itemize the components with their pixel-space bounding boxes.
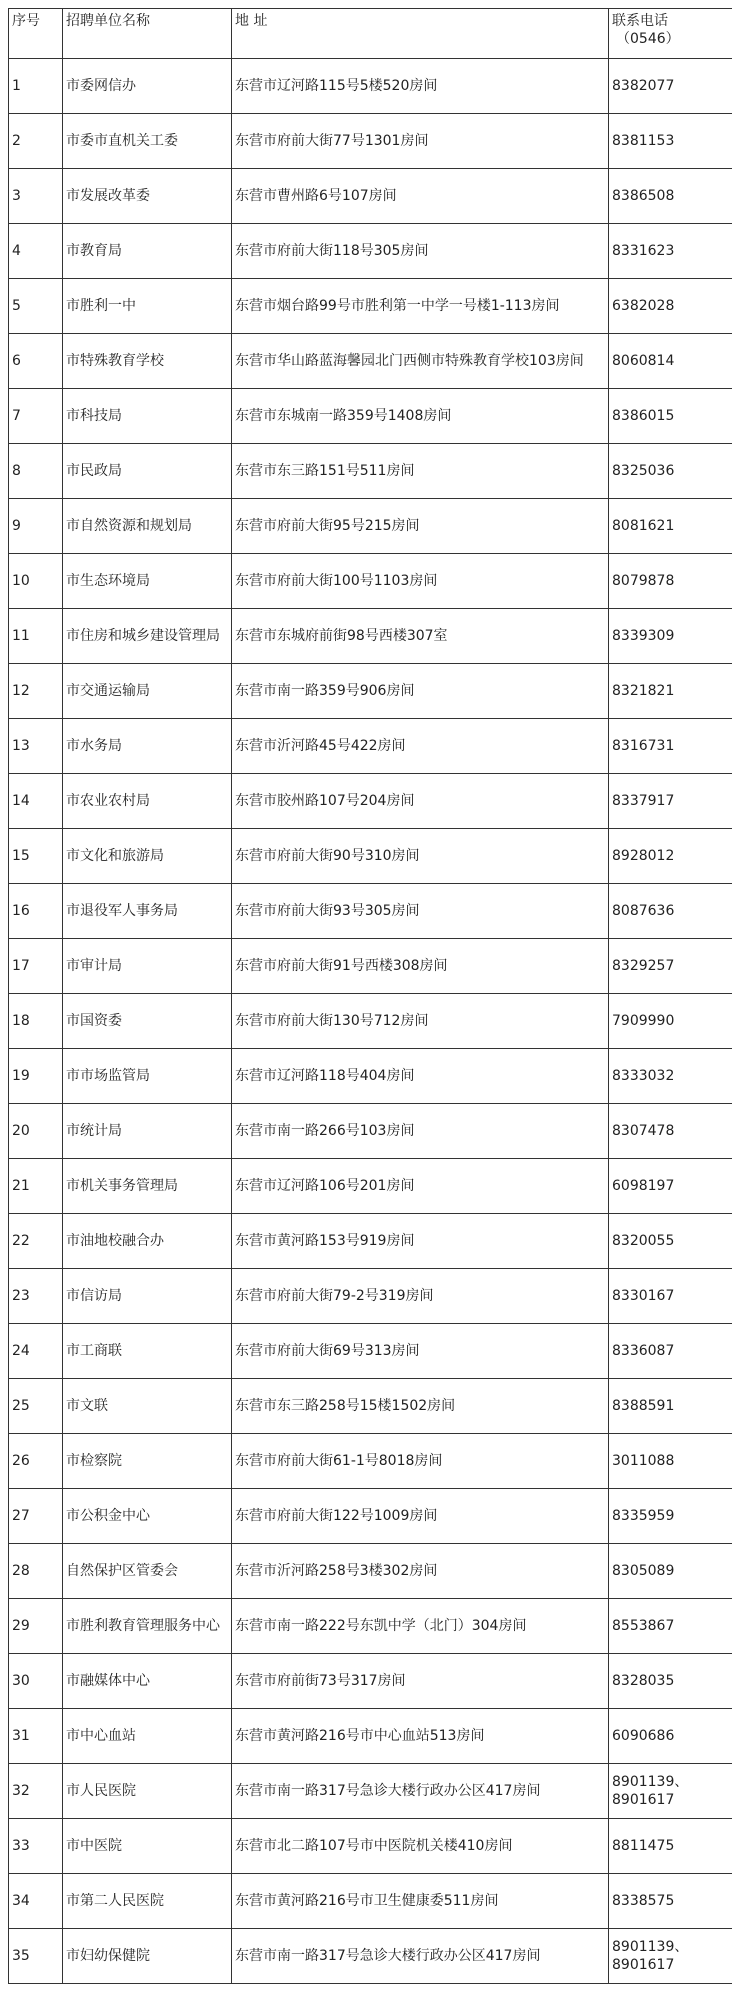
table-row xyxy=(9,389,732,444)
table-row xyxy=(9,114,732,169)
cell-unit-name: 市中医院 xyxy=(63,1819,232,1874)
table-row xyxy=(9,1269,732,1324)
table-row xyxy=(9,334,732,389)
cell-phone: 6098197 xyxy=(609,1159,732,1214)
table-row xyxy=(9,1544,732,1599)
cell-address: 东营市沂河路45号422房间 xyxy=(232,719,609,774)
cell-unit-name: 市农业农村局 xyxy=(63,774,232,829)
table-row xyxy=(9,1764,732,1819)
table-row xyxy=(9,554,732,609)
header-address: 地 址 xyxy=(232,9,609,59)
cell-phone: 8081621 xyxy=(609,499,732,554)
cell-phone: 8811475 xyxy=(609,1819,732,1874)
cell-no: 24 xyxy=(9,1324,63,1379)
cell-address: 东营市府前大街118号305房间 xyxy=(232,224,609,279)
table-row xyxy=(9,939,732,994)
cell-unit-name: 市融媒体中心 xyxy=(63,1654,232,1709)
cell-phone: 8333032 xyxy=(609,1049,732,1104)
cell-address: 东营市烟台路99号市胜利第一中学一号楼1-113房间 xyxy=(232,279,609,334)
cell-address: 东营市府前大街100号1103房间 xyxy=(232,554,609,609)
cell-no: 32 xyxy=(9,1764,63,1819)
cell-address: 东营市辽河路118号404房间 xyxy=(232,1049,609,1104)
cell-no: 33 xyxy=(9,1819,63,1874)
cell-address: 东营市府前大街90号310房间 xyxy=(232,829,609,884)
cell-address: 东营市南一路317号急诊大楼行政办公区417房间 xyxy=(232,1929,609,1984)
contact-table xyxy=(8,8,732,1984)
cell-unit-name: 市机关事务管理局 xyxy=(63,1159,232,1214)
cell-no: 12 xyxy=(9,664,63,719)
cell-no: 8 xyxy=(9,444,63,499)
cell-phone: 8307478 xyxy=(609,1104,732,1159)
cell-address: 东营市南一路266号103房间 xyxy=(232,1104,609,1159)
cell-address: 东营市黄河路216号市中心血站513房间 xyxy=(232,1709,609,1764)
cell-unit-name: 市公积金中心 xyxy=(63,1489,232,1544)
cell-address: 东营市府前大街122号1009房间 xyxy=(232,1489,609,1544)
cell-no: 34 xyxy=(9,1874,63,1929)
table-row xyxy=(9,1819,732,1874)
cell-no: 23 xyxy=(9,1269,63,1324)
table-row xyxy=(9,1049,732,1104)
cell-no: 31 xyxy=(9,1709,63,1764)
cell-unit-name: 市教育局 xyxy=(63,224,232,279)
cell-phone: 8079878 xyxy=(609,554,732,609)
cell-no: 22 xyxy=(9,1214,63,1269)
cell-no: 5 xyxy=(9,279,63,334)
cell-phone: 8386015 xyxy=(609,389,732,444)
cell-phone: 8060814 xyxy=(609,334,732,389)
table-row xyxy=(9,224,732,279)
cell-unit-name: 市市场监管局 xyxy=(63,1049,232,1104)
table-row xyxy=(9,59,732,114)
cell-address: 东营市曹州路6号107房间 xyxy=(232,169,609,224)
cell-no: 14 xyxy=(9,774,63,829)
cell-address: 东营市黄河路153号919房间 xyxy=(232,1214,609,1269)
cell-address: 东营市辽河路115号5楼520房间 xyxy=(232,59,609,114)
cell-unit-name: 市妇幼保健院 xyxy=(63,1929,232,1984)
cell-phone: 8338575 xyxy=(609,1874,732,1929)
header-phone-label: 联系电话 xyxy=(612,13,668,29)
cell-phone: 8330167 xyxy=(609,1269,732,1324)
cell-no: 13 xyxy=(9,719,63,774)
cell-no: 19 xyxy=(9,1049,63,1104)
cell-address: 东营市华山路蓝海馨园北门西侧市特殊教育学校103房间 xyxy=(232,334,609,389)
cell-unit-name: 市发展改革委 xyxy=(63,169,232,224)
cell-unit-name: 市统计局 xyxy=(63,1104,232,1159)
table-row xyxy=(9,1489,732,1544)
cell-phone: 8325036 xyxy=(609,444,732,499)
cell-unit-name: 市退役军人事务局 xyxy=(63,884,232,939)
cell-address: 东营市胶州路107号204房间 xyxy=(232,774,609,829)
cell-no: 26 xyxy=(9,1434,63,1489)
cell-unit-name: 市人民医院 xyxy=(63,1764,232,1819)
table-row xyxy=(9,1929,732,1984)
cell-no: 10 xyxy=(9,554,63,609)
cell-unit-name: 市科技局 xyxy=(63,389,232,444)
cell-unit-name: 市文联 xyxy=(63,1379,232,1434)
cell-address: 东营市北二路107号市中医院机关楼410房间 xyxy=(232,1819,609,1874)
cell-address: 东营市黄河路216号市卫生健康委511房间 xyxy=(232,1874,609,1929)
table-row xyxy=(9,884,732,939)
cell-no: 16 xyxy=(9,884,63,939)
cell-address: 东营市府前大街79-2号319房间 xyxy=(232,1269,609,1324)
cell-no: 29 xyxy=(9,1599,63,1654)
cell-phone: 8553867 xyxy=(609,1599,732,1654)
table-header-row xyxy=(9,9,732,59)
cell-address: 东营市南一路222号东凯中学（北门）304房间 xyxy=(232,1599,609,1654)
cell-no: 20 xyxy=(9,1104,63,1159)
cell-address: 东营市沂河路258号3楼302房间 xyxy=(232,1544,609,1599)
cell-phone: 8337917 xyxy=(609,774,732,829)
cell-no: 18 xyxy=(9,994,63,1049)
table-row xyxy=(9,1379,732,1434)
cell-address: 东营市府前大街93号305房间 xyxy=(232,884,609,939)
cell-unit-name: 市住房和城乡建设管理局 xyxy=(63,609,232,664)
cell-phone: 8901139、8901617 xyxy=(609,1764,732,1819)
cell-phone: 8316731 xyxy=(609,719,732,774)
cell-phone: 8386508 xyxy=(609,169,732,224)
cell-phone: 8336087 xyxy=(609,1324,732,1379)
cell-unit-name: 市委网信办 xyxy=(63,59,232,114)
table-row xyxy=(9,609,732,664)
cell-address: 东营市府前大街91号西楼308房间 xyxy=(232,939,609,994)
cell-unit-name: 市委市直机关工委 xyxy=(63,114,232,169)
table-body xyxy=(9,59,732,1984)
cell-phone: 6382028 xyxy=(609,279,732,334)
cell-unit-name: 市自然资源和规划局 xyxy=(63,499,232,554)
table-row xyxy=(9,1159,732,1214)
cell-phone: 8321821 xyxy=(609,664,732,719)
cell-phone: 8328035 xyxy=(609,1654,732,1709)
cell-unit-name: 市审计局 xyxy=(63,939,232,994)
cell-phone: 8335959 xyxy=(609,1489,732,1544)
cell-phone: 7909990 xyxy=(609,994,732,1049)
table-row xyxy=(9,829,732,884)
table-row xyxy=(9,774,732,829)
cell-no: 30 xyxy=(9,1654,63,1709)
cell-unit-name: 市交通运输局 xyxy=(63,664,232,719)
table-row xyxy=(9,664,732,719)
cell-address: 东营市府前大街61-1号8018房间 xyxy=(232,1434,609,1489)
cell-phone: 8305089 xyxy=(609,1544,732,1599)
cell-address: 东营市府前大街95号215房间 xyxy=(232,499,609,554)
table-row xyxy=(9,1874,732,1929)
cell-no: 15 xyxy=(9,829,63,884)
cell-phone: 8928012 xyxy=(609,829,732,884)
table-row xyxy=(9,1654,732,1709)
cell-no: 6 xyxy=(9,334,63,389)
cell-phone: 8331623 xyxy=(609,224,732,279)
cell-unit-name: 市生态环境局 xyxy=(63,554,232,609)
table-row xyxy=(9,444,732,499)
cell-address: 东营市府前大街77号1301房间 xyxy=(232,114,609,169)
cell-unit-name: 市民政局 xyxy=(63,444,232,499)
cell-unit-name: 市第二人民医院 xyxy=(63,1874,232,1929)
table-row xyxy=(9,1324,732,1379)
table-row xyxy=(9,994,732,1049)
cell-no: 17 xyxy=(9,939,63,994)
cell-no: 3 xyxy=(9,169,63,224)
cell-phone: 8329257 xyxy=(609,939,732,994)
header-no: 序号 xyxy=(9,9,63,59)
cell-phone: 8087636 xyxy=(609,884,732,939)
cell-phone: 8381153 xyxy=(609,114,732,169)
cell-unit-name: 自然保护区管委会 xyxy=(63,1544,232,1599)
table-row xyxy=(9,279,732,334)
cell-unit-name: 市特殊教育学校 xyxy=(63,334,232,389)
table-row xyxy=(9,1434,732,1489)
cell-no: 11 xyxy=(9,609,63,664)
cell-no: 27 xyxy=(9,1489,63,1544)
header-phone-area: （0546） xyxy=(616,31,680,47)
cell-phone: 8388591 xyxy=(609,1379,732,1434)
cell-no: 4 xyxy=(9,224,63,279)
cell-unit-name: 市检察院 xyxy=(63,1434,232,1489)
cell-address: 东营市东三路151号511房间 xyxy=(232,444,609,499)
cell-no: 1 xyxy=(9,59,63,114)
cell-unit-name: 市胜利教育管理服务中心 xyxy=(63,1599,232,1654)
cell-address: 东营市府前街73号317房间 xyxy=(232,1654,609,1709)
cell-address: 东营市东城府前街98号西楼307室 xyxy=(232,609,609,664)
cell-phone: 8901139、8901617 xyxy=(609,1929,732,1984)
cell-address: 东营市东三路258号15楼1502房间 xyxy=(232,1379,609,1434)
table-row xyxy=(9,1214,732,1269)
cell-unit-name: 市胜利一中 xyxy=(63,279,232,334)
table-row xyxy=(9,499,732,554)
cell-address: 东营市南一路359号906房间 xyxy=(232,664,609,719)
cell-unit-name: 市中心血站 xyxy=(63,1709,232,1764)
cell-no: 7 xyxy=(9,389,63,444)
cell-unit-name: 市油地校融合办 xyxy=(63,1214,232,1269)
cell-no: 25 xyxy=(9,1379,63,1434)
cell-phone: 6090686 xyxy=(609,1709,732,1764)
cell-phone: 8320055 xyxy=(609,1214,732,1269)
table-row xyxy=(9,1709,732,1764)
cell-address: 东营市辽河路106号201房间 xyxy=(232,1159,609,1214)
table-row xyxy=(9,1104,732,1159)
cell-phone: 8382077 xyxy=(609,59,732,114)
cell-no: 9 xyxy=(9,499,63,554)
cell-address: 东营市东城南一路359号1408房间 xyxy=(232,389,609,444)
cell-no: 21 xyxy=(9,1159,63,1214)
table-row xyxy=(9,719,732,774)
cell-no: 35 xyxy=(9,1929,63,1984)
table-row xyxy=(9,169,732,224)
header-name: 招聘单位名称 xyxy=(63,9,232,59)
cell-unit-name: 市水务局 xyxy=(63,719,232,774)
cell-address: 东营市府前大街69号313房间 xyxy=(232,1324,609,1379)
cell-no: 2 xyxy=(9,114,63,169)
cell-no: 28 xyxy=(9,1544,63,1599)
cell-phone: 8339309 xyxy=(609,609,732,664)
cell-unit-name: 市信访局 xyxy=(63,1269,232,1324)
cell-unit-name: 市国资委 xyxy=(63,994,232,1049)
cell-unit-name: 市工商联 xyxy=(63,1324,232,1379)
header-phone xyxy=(609,9,732,59)
table-row xyxy=(9,1599,732,1654)
cell-address: 东营市南一路317号急诊大楼行政办公区417房间 xyxy=(232,1764,609,1819)
cell-phone: 3011088 xyxy=(609,1434,732,1489)
cell-unit-name: 市文化和旅游局 xyxy=(63,829,232,884)
cell-address: 东营市府前大街130号712房间 xyxy=(232,994,609,1049)
